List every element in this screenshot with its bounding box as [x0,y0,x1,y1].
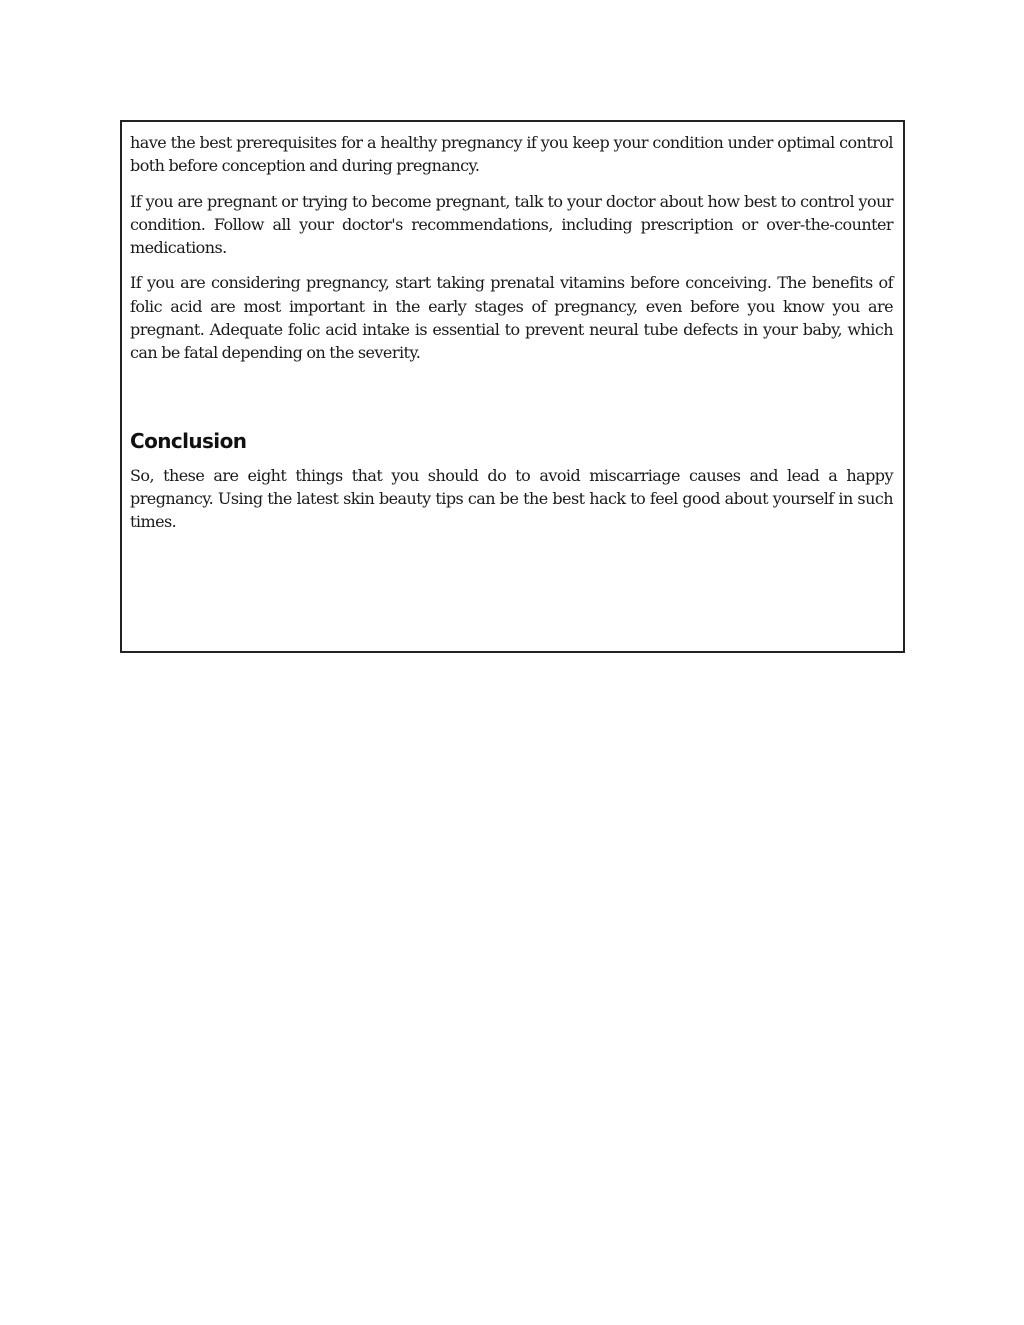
conclusion-heading: Conclusion [130,428,247,453]
content-frame [120,120,905,653]
paragraph-prerequisites: have the best prerequisites for a healthy pregnancy if you keep your condition under optimal control both before conception and during pregnancy. [130,133,893,176]
paragraph-doctor-advice: If you are pregnant or trying to become pregnant, talk to your doctor about how best to control your condition. Follow all your doctor's recommendations, including prescription or over-the-counter medications. [130,191,893,258]
document-body [130,131,893,546]
conclusion-paragraph: So, these are eight things that you should do to avoid miscarriage causes and lead a happy pregnancy. Using the latest skin beauty tips can be the best hack to feel good about yourself in such times. [130,465,893,532]
paragraph-prenatal-vitamins: If you are considering pregnancy, start taking prenatal vitamins before conceiving. The benefits of folic acid are most important in the early stages of pregnancy, even before you know you are pregnant. Adequate folic acid intake is essential to prevent neural tube defects in your baby, which can be fatal depending on the severity. [130,273,893,363]
